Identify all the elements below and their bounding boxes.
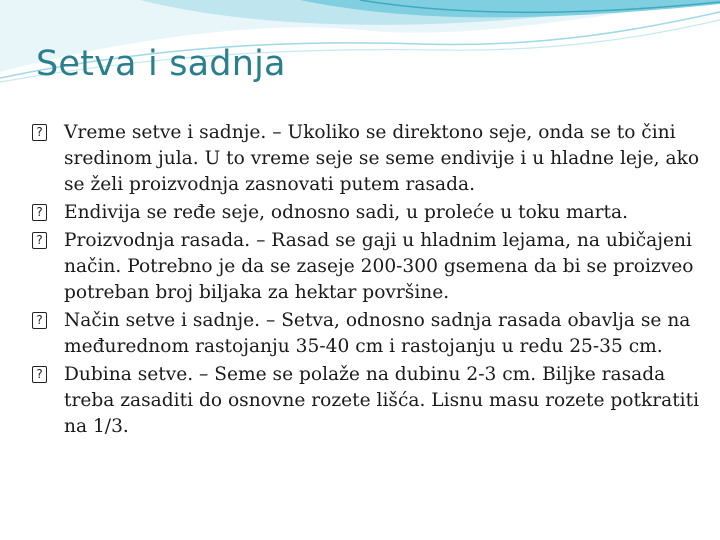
list-item bbox=[32, 308, 700, 360]
list-item bbox=[32, 228, 700, 306]
bullet-text: Proizvodnja rasada. – Rasad se gaji u hladnim lejama, na ubičajeni način. Potrebno je da se zaseje 200-300 gsemena da bi se proizveo potreban broj biljaka za hektar površine. bbox=[64, 230, 694, 303]
replacement-char-icon: ? bbox=[32, 366, 47, 383]
list-item bbox=[32, 362, 700, 440]
bullet-list bbox=[32, 120, 700, 442]
replacement-char-icon: ? bbox=[32, 232, 47, 249]
bullet-text: Način setve i sadnje. – Setva, odnosno sadnja rasada obavlja se na međurednom rastojanju 35-40 cm i rastojanju u redu 25-35 cm. bbox=[64, 310, 691, 357]
list-item bbox=[32, 120, 700, 198]
bullet-text: Vreme setve i sadnje. – Ukoliko se direktono seje, onda se to čini sredinom jula. U to vreme seje se seme endivije i u hladne leje, ako se želi proizvodnja zasnovati putem rasada. bbox=[64, 122, 700, 195]
list-item bbox=[32, 200, 700, 226]
replacement-char-icon: ? bbox=[32, 204, 47, 221]
replacement-char-icon: ? bbox=[32, 124, 47, 141]
bullet-text: Endivija se ređe seje, odnosno sadi, u proleće u toku marta. bbox=[64, 202, 629, 223]
replacement-char-icon: ? bbox=[32, 312, 47, 329]
slide-title: Setva i sadnja bbox=[36, 44, 286, 84]
bullet-text: Dubina setve. – Seme se polaže na dubinu 2-3 cm. Biljke rasada treba zasaditi do osnovne rozete lišća. Lisnu masu rozete potkratiti na 1/3. bbox=[64, 364, 700, 437]
